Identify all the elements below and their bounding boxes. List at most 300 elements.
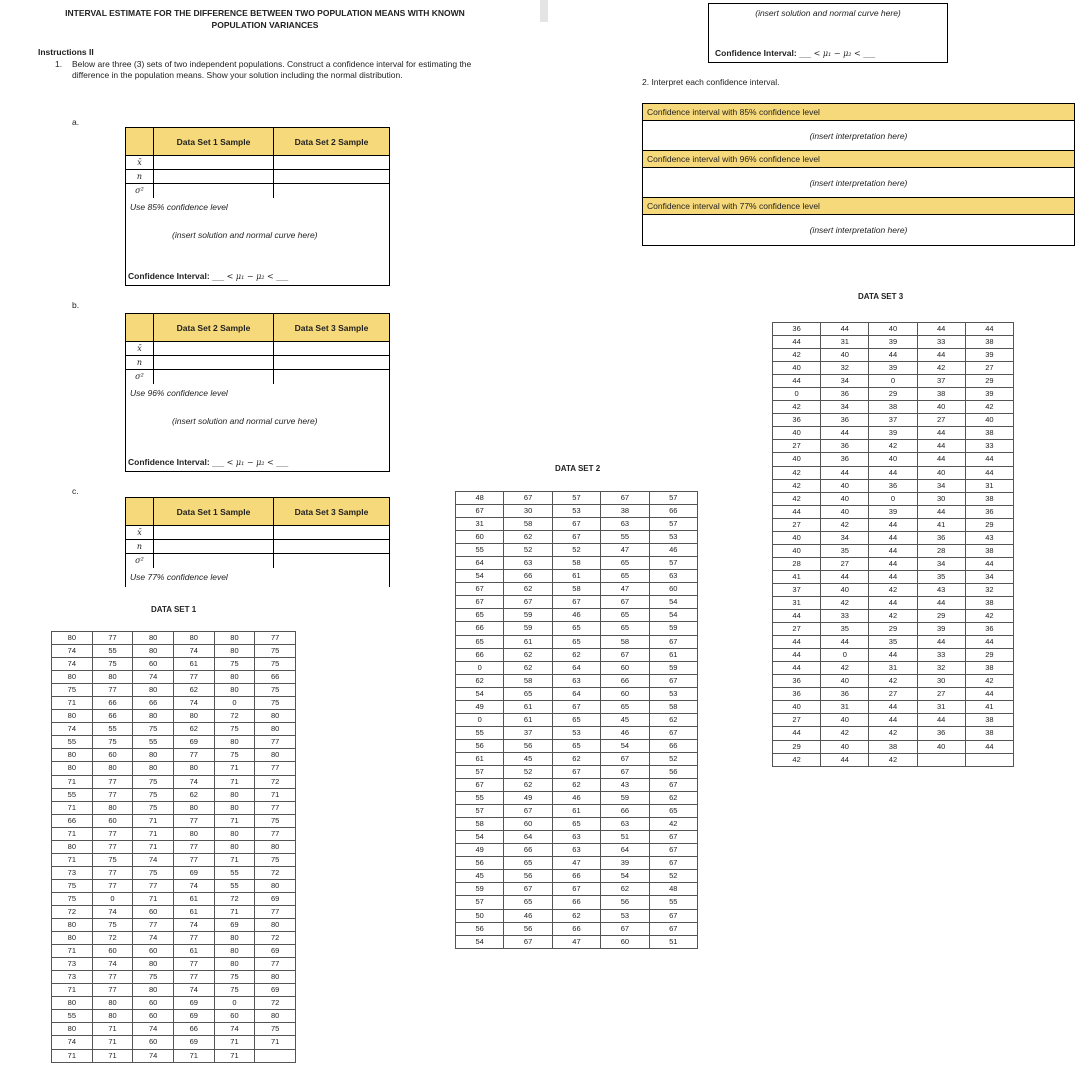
data-set-3-cell: 36 xyxy=(917,727,965,740)
part-b-var-2[interactable] xyxy=(274,370,389,384)
data-set-2-cell: 67 xyxy=(649,726,697,739)
data-set-1-cell: 75 xyxy=(255,697,296,710)
data-set-1-row xyxy=(52,827,296,840)
data-set-3-row xyxy=(773,336,1014,349)
data-set-2-row xyxy=(456,518,698,531)
data-set-1-cell: 74 xyxy=(173,775,214,788)
data-set-1-cell: 74 xyxy=(214,1023,255,1036)
data-set-1-cell: 71 xyxy=(255,788,296,801)
data-set-3-cell: 40 xyxy=(965,414,1013,427)
data-set-2-row xyxy=(456,844,698,857)
data-set-2-cell: 54 xyxy=(456,570,504,583)
data-set-1-cell: 75 xyxy=(255,684,296,697)
data-set-2-row xyxy=(456,818,698,831)
data-set-3-cell: 42 xyxy=(773,401,821,414)
data-set-1-cell: 80 xyxy=(173,801,214,814)
part-b-mean-row: x̄ xyxy=(126,342,389,356)
data-set-2-cell: 56 xyxy=(601,896,649,909)
data-set-3-cell: 39 xyxy=(869,427,917,440)
data-set-1-cell: 71 xyxy=(214,905,255,918)
data-set-1-cell: 80 xyxy=(133,710,174,723)
part-b-var-1[interactable] xyxy=(154,370,274,384)
data-set-3-cell: 44 xyxy=(965,557,1013,570)
data-set-3-cell: 41 xyxy=(965,701,1013,714)
data-set-3-cell: 42 xyxy=(869,753,917,766)
data-set-3-cell: 34 xyxy=(917,479,965,492)
part-a-solution-placeholder: (insert solution and normal curve here) xyxy=(172,230,318,240)
data-set-1-cell: 77 xyxy=(133,879,174,892)
data-set-2-cell: 67 xyxy=(456,779,504,792)
data-set-2-cell: 67 xyxy=(649,922,697,935)
data-set-1-cell: 80 xyxy=(133,684,174,697)
data-set-1-cell: 80 xyxy=(92,997,133,1010)
data-set-2-row xyxy=(456,922,698,935)
data-set-1-cell: 80 xyxy=(255,1010,296,1023)
part-c-mean-1[interactable] xyxy=(154,526,274,539)
data-set-3-cell: 44 xyxy=(821,570,869,583)
part-c-n-2[interactable] xyxy=(274,540,389,553)
data-set-3-cell: 40 xyxy=(917,740,965,753)
data-set-1-row xyxy=(52,1010,296,1023)
data-set-1-cell: 73 xyxy=(52,866,93,879)
data-set-2-cell: 51 xyxy=(649,935,697,948)
data-set-2-cell: 66 xyxy=(649,739,697,752)
data-set-3-cell: 36 xyxy=(965,623,1013,636)
data-set-2-row xyxy=(456,909,698,922)
data-set-1-cell: 71 xyxy=(52,775,93,788)
data-set-1-cell: 74 xyxy=(52,1036,93,1049)
data-set-2-cell: 56 xyxy=(504,739,552,752)
data-set-1-cell: 75 xyxy=(255,814,296,827)
data-set-2-cell: 46 xyxy=(504,909,552,922)
part-c-n-1[interactable] xyxy=(154,540,274,553)
part-b-n-1[interactable] xyxy=(154,356,274,369)
data-set-1-cell: 80 xyxy=(214,632,255,645)
data-set-2-row xyxy=(456,583,698,596)
data-set-1-cell: 77 xyxy=(173,958,214,971)
data-set-1-row xyxy=(52,853,296,866)
data-set-3-cell: 44 xyxy=(821,753,869,766)
data-set-3-row xyxy=(773,505,1014,518)
data-set-1-cell: 80 xyxy=(52,932,93,945)
data-set-1-cell: 77 xyxy=(173,671,214,684)
part-c-mean-row: x̄ xyxy=(126,526,389,540)
data-set-3-row xyxy=(773,636,1014,649)
data-set-2-cell: 67 xyxy=(601,596,649,609)
data-set-2-cell: 62 xyxy=(649,792,697,805)
data-set-3-row xyxy=(773,662,1014,675)
data-set-2-cell: 67 xyxy=(552,596,600,609)
data-set-3-cell xyxy=(965,753,1013,766)
data-set-3-cell: 37 xyxy=(773,583,821,596)
data-set-1-cell: 75 xyxy=(133,788,174,801)
data-set-3-cell: 27 xyxy=(773,714,821,727)
data-set-1-cell: 69 xyxy=(173,866,214,879)
data-set-3-cell: 36 xyxy=(773,675,821,688)
data-set-3-cell: 40 xyxy=(869,453,917,466)
data-set-2-cell: 47 xyxy=(601,544,649,557)
data-set-2-cell: 65 xyxy=(552,713,600,726)
data-set-2-cell: 60 xyxy=(504,818,552,831)
data-set-2-cell: 53 xyxy=(649,687,697,700)
data-set-1-cell: 80 xyxy=(173,710,214,723)
data-set-3-cell: 34 xyxy=(821,375,869,388)
data-set-2-row xyxy=(456,896,698,909)
data-set-2-cell: 52 xyxy=(649,870,697,883)
data-set-2-cell: 67 xyxy=(552,700,600,713)
data-set-3-cell: 44 xyxy=(773,505,821,518)
data-set-3-cell: 38 xyxy=(965,596,1013,609)
data-set-1-cell: 60 xyxy=(133,997,174,1010)
data-set-2-cell: 60 xyxy=(601,661,649,674)
data-set-3-cell: 29 xyxy=(965,375,1013,388)
data-set-2-cell: 47 xyxy=(601,583,649,596)
data-set-1-cell: 62 xyxy=(173,788,214,801)
title-line-1: INTERVAL ESTIMATE FOR THE DIFFERENCE BETWEEN TWO POPULATION MEANS WITH KNOWN xyxy=(65,8,465,18)
data-set-3-cell: 33 xyxy=(917,649,965,662)
data-set-1-cell: 77 xyxy=(92,866,133,879)
data-set-2-cell: 52 xyxy=(649,752,697,765)
data-set-1-cell: 75 xyxy=(92,736,133,749)
data-set-3-row xyxy=(773,675,1014,688)
data-set-1-cell: 71 xyxy=(214,853,255,866)
data-set-2-cell: 57 xyxy=(649,557,697,570)
data-set-2-cell: 65 xyxy=(504,857,552,870)
data-set-1-cell: 69 xyxy=(173,1036,214,1049)
data-set-2-cell: 67 xyxy=(456,583,504,596)
data-set-1-cell: 71 xyxy=(92,1023,133,1036)
data-set-1-cell: 73 xyxy=(52,958,93,971)
data-set-3-cell: 44 xyxy=(917,349,965,362)
instruction-text: Below are three (3) sets of two independent populations. Construct a confidence interval for estimating the difference in the population means. Show your solution including the normal distribution. xyxy=(72,59,472,80)
data-set-1-cell: 80 xyxy=(92,1010,133,1023)
data-set-3-cell: 44 xyxy=(773,610,821,623)
data-set-2-cell: 60 xyxy=(601,935,649,948)
data-set-2-cell: 67 xyxy=(649,844,697,857)
data-set-3-cell: 38 xyxy=(965,336,1013,349)
data-set-2-cell: 62 xyxy=(552,909,600,922)
data-set-2-cell: 54 xyxy=(601,870,649,883)
data-set-1-cell: 75 xyxy=(133,866,174,879)
data-set-3-cell: 27 xyxy=(773,623,821,636)
data-set-2-cell: 61 xyxy=(649,648,697,661)
data-set-3-cell: 42 xyxy=(869,440,917,453)
part-a-mean-2[interactable] xyxy=(274,156,389,169)
data-set-3-cell: 27 xyxy=(917,414,965,427)
part-c-col1-header: Data Set 1 Sample xyxy=(154,498,274,525)
data-set-2-cell: 48 xyxy=(456,492,504,505)
data-set-1-cell: 71 xyxy=(173,1049,214,1062)
part-b-mean-2[interactable] xyxy=(274,342,389,355)
data-set-2-cell: 65 xyxy=(456,609,504,622)
data-set-1-cell: 71 xyxy=(52,853,93,866)
data-set-1-row xyxy=(52,736,296,749)
data-set-1-row xyxy=(52,1023,296,1036)
data-set-2-cell: 48 xyxy=(649,883,697,896)
data-set-1-cell: 80 xyxy=(214,958,255,971)
data-set-3-row xyxy=(773,714,1014,727)
data-set-2-cell: 67 xyxy=(504,492,552,505)
data-set-2-row xyxy=(456,779,698,792)
data-set-1-cell: 80 xyxy=(52,919,93,932)
data-set-2-cell: 66 xyxy=(552,870,600,883)
data-set-3-cell: 40 xyxy=(821,583,869,596)
part-c-header xyxy=(126,498,389,526)
data-set-3-cell: 40 xyxy=(821,675,869,688)
data-set-3-cell: 27 xyxy=(917,688,965,701)
data-set-3-cell: 44 xyxy=(965,323,1013,336)
data-set-2-cell: 47 xyxy=(552,935,600,948)
data-set-2-cell: 67 xyxy=(456,505,504,518)
part-b-n-2[interactable] xyxy=(274,356,389,369)
data-set-1-row xyxy=(52,1049,296,1062)
data-set-2-cell: 66 xyxy=(601,674,649,687)
part-b-col2-header: Data Set 3 Sample xyxy=(274,314,389,341)
data-set-2-cell: 62 xyxy=(504,531,552,544)
data-set-3-cell: 38 xyxy=(917,388,965,401)
data-set-2-cell: 31 xyxy=(456,518,504,531)
data-set-1-cell: 55 xyxy=(92,723,133,736)
data-set-2-row xyxy=(456,752,698,765)
data-set-3-cell: 41 xyxy=(917,518,965,531)
data-set-2-row xyxy=(456,739,698,752)
part-c-var-2[interactable] xyxy=(274,554,389,568)
data-set-1-cell: 72 xyxy=(214,710,255,723)
data-set-2-row xyxy=(456,622,698,635)
data-set-1-cell: 74 xyxy=(133,671,174,684)
data-set-3-cell: 44 xyxy=(869,466,917,479)
data-set-2-row xyxy=(456,544,698,557)
data-set-1-cell: 75 xyxy=(255,658,296,671)
data-set-1-cell: 72 xyxy=(255,775,296,788)
data-set-2-cell: 67 xyxy=(649,857,697,870)
data-set-3-row xyxy=(773,531,1014,544)
data-set-3-cell: 44 xyxy=(965,688,1013,701)
part-b-box xyxy=(125,313,390,472)
data-set-2-cell: 67 xyxy=(552,531,600,544)
continued-solution-placeholder: (insert solution and normal curve here) xyxy=(755,8,901,18)
data-set-2-cell: 45 xyxy=(601,713,649,726)
data-set-2-cell: 63 xyxy=(601,818,649,831)
data-set-2-cell: 57 xyxy=(456,805,504,818)
interpret-placeholder-96[interactable]: (insert interpretation here) xyxy=(643,168,1074,198)
data-set-3-cell: 40 xyxy=(821,492,869,505)
data-set-2-cell: 56 xyxy=(504,922,552,935)
interpret-prompt: 2. Interpret each confidence interval. xyxy=(642,77,780,87)
data-set-3-cell: 40 xyxy=(773,362,821,375)
interpret-placeholder-77[interactable]: (insert interpretation here) xyxy=(809,225,908,235)
data-set-3-cell: 36 xyxy=(965,505,1013,518)
data-set-3-cell: 34 xyxy=(821,401,869,414)
continued-confidence-interval: Confidence Interval: ___ < μ₁ − μ₂ < ___ xyxy=(715,48,876,58)
data-set-3-cell: 36 xyxy=(869,479,917,492)
data-set-1-cell: 80 xyxy=(52,997,93,1010)
data-set-2-cell: 65 xyxy=(552,818,600,831)
data-set-3-row xyxy=(773,323,1014,336)
data-set-1-cell: 75 xyxy=(214,749,255,762)
data-set-3-cell: 29 xyxy=(773,740,821,753)
data-set-1-cell: 77 xyxy=(255,762,296,775)
data-set-1-cell: 77 xyxy=(255,827,296,840)
data-set-1-cell: 61 xyxy=(173,658,214,671)
data-set-3-row xyxy=(773,623,1014,636)
data-set-2-cell: 49 xyxy=(504,792,552,805)
part-a-n-1[interactable] xyxy=(154,170,274,183)
data-set-1-cell: 62 xyxy=(173,684,214,697)
data-set-3-cell: 35 xyxy=(869,636,917,649)
data-set-2-cell: 62 xyxy=(504,583,552,596)
data-set-2-cell: 62 xyxy=(504,661,552,674)
data-set-3-cell: 38 xyxy=(869,740,917,753)
data-set-2-cell: 55 xyxy=(601,531,649,544)
data-set-1-cell: 61 xyxy=(173,945,214,958)
data-set-2-cell: 65 xyxy=(601,570,649,583)
data-set-1-cell: 55 xyxy=(52,788,93,801)
data-set-2-cell: 64 xyxy=(552,687,600,700)
data-set-2-cell: 57 xyxy=(456,765,504,778)
data-set-3-cell: 44 xyxy=(773,375,821,388)
data-set-3-cell: 44 xyxy=(773,336,821,349)
part-c-var-1[interactable] xyxy=(154,554,274,568)
data-set-1-cell: 0 xyxy=(214,997,255,1010)
data-set-1-row xyxy=(52,710,296,723)
data-set-3-cell: 40 xyxy=(821,479,869,492)
instruction-number: 1. xyxy=(55,59,63,69)
data-set-1-cell: 80 xyxy=(255,840,296,853)
data-set-2-row xyxy=(456,635,698,648)
data-set-2-cell: 60 xyxy=(601,687,649,700)
data-set-2-cell: 52 xyxy=(504,765,552,778)
data-set-2-cell: 54 xyxy=(601,739,649,752)
data-set-2-cell: 65 xyxy=(601,622,649,635)
data-set-2-cell: 59 xyxy=(504,622,552,635)
data-set-3-cell: 44 xyxy=(917,427,965,440)
data-set-1-cell: 75 xyxy=(255,1023,296,1036)
data-set-1-cell: 80 xyxy=(214,671,255,684)
data-set-1-cell: 71 xyxy=(214,1036,255,1049)
data-set-1-cell: 66 xyxy=(255,671,296,684)
data-set-3-cell: 0 xyxy=(869,492,917,505)
data-set-2-cell: 59 xyxy=(601,792,649,805)
data-set-2-row xyxy=(456,609,698,622)
data-set-1-cell: 71 xyxy=(133,840,174,853)
data-set-2-cell: 65 xyxy=(504,687,552,700)
part-b-header xyxy=(126,314,389,342)
data-set-2-cell: 64 xyxy=(601,844,649,857)
data-set-2-row xyxy=(456,531,698,544)
data-set-1-cell: 75 xyxy=(133,971,174,984)
data-set-2-cell: 45 xyxy=(504,752,552,765)
data-set-3-cell: 40 xyxy=(917,466,965,479)
data-set-1-cell: 75 xyxy=(92,658,133,671)
data-set-1-cell: 72 xyxy=(214,892,255,905)
data-set-1-cell: 77 xyxy=(92,827,133,840)
part-c-mean-2[interactable] xyxy=(274,526,389,539)
data-set-3-cell: 36 xyxy=(821,414,869,427)
data-set-1-cell: 72 xyxy=(52,905,93,918)
data-set-2-cell: 58 xyxy=(649,700,697,713)
interpret-placeholder-85[interactable]: (insert interpretation here) xyxy=(643,121,1074,151)
data-set-2-cell: 63 xyxy=(552,844,600,857)
data-set-3-cell: 35 xyxy=(821,623,869,636)
data-set-2-cell: 58 xyxy=(552,583,600,596)
part-a-letter: a. xyxy=(72,117,80,127)
part-a-mean-1[interactable] xyxy=(154,156,274,169)
data-set-1-cell: 60 xyxy=(133,1036,174,1049)
data-set-2-cell: 65 xyxy=(601,609,649,622)
data-set-1-cell: 77 xyxy=(173,749,214,762)
data-set-2-cell: 43 xyxy=(601,779,649,792)
part-b-confidence-interval: Confidence Interval: ___ < μ₁ − μ₂ < ___ xyxy=(128,457,289,467)
data-set-1-cell: 60 xyxy=(133,658,174,671)
data-set-3-cell: 37 xyxy=(917,375,965,388)
data-set-1-cell: 75 xyxy=(133,801,174,814)
data-set-2-cell: 55 xyxy=(649,896,697,909)
data-set-3-row xyxy=(773,388,1014,401)
data-set-2-cell: 38 xyxy=(601,505,649,518)
part-a-var-2[interactable] xyxy=(274,184,389,198)
data-set-3-cell: 34 xyxy=(917,557,965,570)
data-set-3-cell: 40 xyxy=(773,453,821,466)
data-set-1-cell: 80 xyxy=(133,762,174,775)
part-b-letter: b. xyxy=(72,300,80,310)
data-set-3-cell: 31 xyxy=(965,479,1013,492)
interpret-label-96: Confidence interval with 96% confidence level xyxy=(643,151,1074,168)
data-set-3-cell: 44 xyxy=(773,662,821,675)
data-set-2-cell: 42 xyxy=(649,818,697,831)
data-set-3-row xyxy=(773,349,1014,362)
data-set-3-cell: 42 xyxy=(869,675,917,688)
data-set-3-cell: 28 xyxy=(773,557,821,570)
data-set-2-row xyxy=(456,687,698,700)
data-set-1-cell: 80 xyxy=(52,671,93,684)
data-set-1-cell: 71 xyxy=(92,1036,133,1049)
part-c-letter: c. xyxy=(72,486,79,496)
data-set-3-title: DATA SET 3 xyxy=(858,292,904,301)
data-set-1-cell: 0 xyxy=(214,697,255,710)
instructions-heading: Instructions II xyxy=(38,47,94,57)
data-set-3-row xyxy=(773,688,1014,701)
data-set-3-cell: 42 xyxy=(773,479,821,492)
data-set-3-row xyxy=(773,375,1014,388)
data-set-1-cell: 80 xyxy=(214,736,255,749)
data-set-3-cell: 43 xyxy=(917,583,965,596)
data-set-3-cell: 42 xyxy=(773,492,821,505)
data-set-2-row xyxy=(456,935,698,948)
data-set-1-cell: 69 xyxy=(173,1010,214,1023)
data-set-2-cell: 57 xyxy=(649,492,697,505)
data-set-2-cell: 67 xyxy=(601,752,649,765)
part-a-var-1[interactable] xyxy=(154,184,274,198)
part-a-n-2[interactable] xyxy=(274,170,389,183)
part-a-n-row: n xyxy=(126,170,389,184)
data-set-2-cell: 65 xyxy=(552,739,600,752)
data-set-2-cell: 67 xyxy=(649,674,697,687)
data-set-3-cell: 42 xyxy=(869,610,917,623)
data-set-2-cell: 49 xyxy=(456,700,504,713)
data-set-3-cell: 29 xyxy=(965,649,1013,662)
part-a-col2-header: Data Set 2 Sample xyxy=(274,128,389,155)
data-set-1-cell: 80 xyxy=(214,932,255,945)
data-set-3-row xyxy=(773,453,1014,466)
data-set-1-cell: 77 xyxy=(173,853,214,866)
data-set-3-cell: 34 xyxy=(821,531,869,544)
data-set-1-row xyxy=(52,997,296,1010)
data-set-3-cell: 38 xyxy=(869,401,917,414)
data-set-3-cell xyxy=(917,753,965,766)
data-set-3-cell: 39 xyxy=(869,362,917,375)
part-b-mean-1[interactable] xyxy=(154,342,274,355)
